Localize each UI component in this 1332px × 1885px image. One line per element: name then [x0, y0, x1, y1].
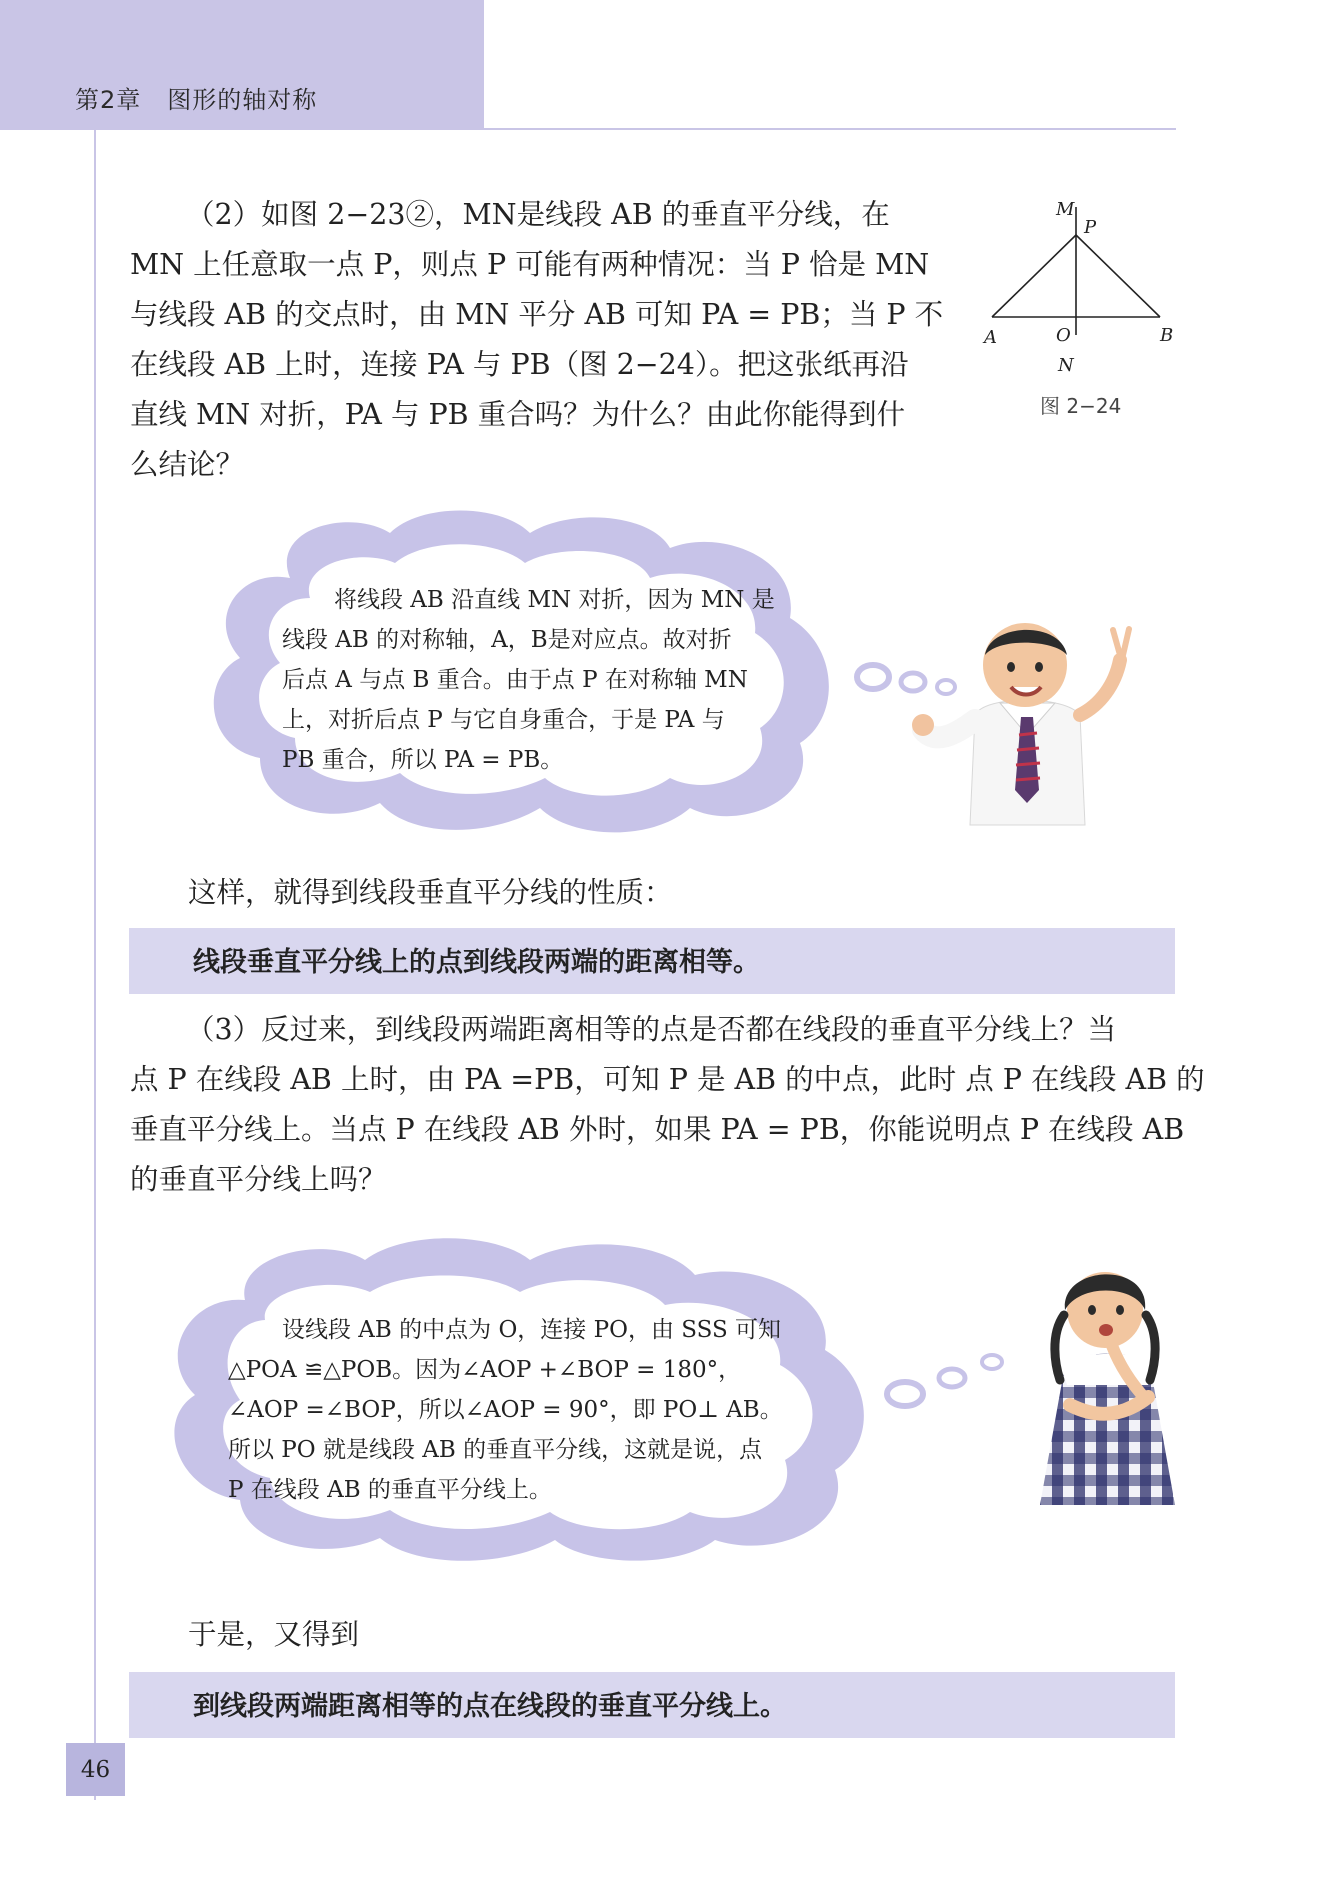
label-o: O — [1056, 325, 1071, 346]
paragraph-line: （2）如图 2−23②，MN是线段 AB 的垂直平分线，在 — [186, 198, 890, 231]
thought-line: 上，对折后点 P 与它自身重合，于是 PA 与 — [282, 707, 725, 733]
label-a: A — [984, 327, 997, 348]
paragraph-3 — [130, 1005, 1205, 1205]
segment-pb — [1076, 235, 1160, 317]
label-m: M — [1056, 199, 1075, 220]
label-b: B — [1160, 325, 1174, 346]
lead-text-2: 于是，又得到 — [188, 1618, 360, 1651]
thought-line: 设线段 AB 的中点为 O，连接 PO，由 SSS 可知 — [282, 1317, 782, 1343]
thought-line: 所以 PO 就是线段 AB 的垂直平分线，这就是说，点 — [228, 1437, 763, 1463]
paragraph-line: 直线 MN 对折，PA 与 PB 重合吗？为什么？由此你能得到什 — [130, 398, 906, 431]
lead-text-1: 这样，就得到线段垂直平分线的性质： — [188, 876, 673, 909]
figure-2-24 — [980, 195, 1180, 376]
thought-line: 后点 A 与点 B 重合。由于点 P 在对称轴 MN — [282, 667, 748, 693]
paragraph-line: 么结论？ — [130, 448, 245, 481]
margin-rule — [94, 130, 96, 1800]
girl-illustration — [1030, 1255, 1180, 1510]
chapter-title: 图形的轴对称 — [167, 86, 318, 114]
segment-pa — [992, 235, 1076, 317]
thought-line: 线段 AB 的对称轴，A，B是对应点。故对折 — [282, 627, 732, 653]
figure-caption: 图 2−24 — [1040, 394, 1122, 418]
label-n: N — [1058, 355, 1074, 376]
property-1-text: 线段垂直平分线上的点到线段两端的距离相等。 — [193, 947, 760, 978]
thought-2-text — [228, 1310, 783, 1510]
page-number: 46 — [80, 1757, 111, 1783]
chapter-heading — [75, 80, 317, 115]
thought-line: P 在线段 AB 的垂直平分线上。 — [228, 1477, 552, 1503]
thought-line: △POA ≌△POB。因为∠AOP +∠BOP = 180°， — [228, 1357, 742, 1383]
paragraph-line: MN 上任意取一点 P，则点 P 可能有两种情况：当 P 恰是 MN — [130, 248, 930, 281]
thought-1-text — [282, 580, 775, 780]
thought-line: PB 重合，所以 PA = PB。 — [282, 747, 564, 773]
thought-line: ∠AOP =∠BOP，所以∠AOP = 90°，即 PO⊥ AB。 — [228, 1397, 783, 1423]
paragraph-line: 点 P 在线段 AB 上时，由 PA =PB，可知 P 是 AB 的中点，此时 点 P 在线段 AB 的 — [130, 1063, 1205, 1096]
paragraph-line: 垂直平分线上。当点 P 在线段 AB 外时，如果 PA = PB，你能说明点 P 在线段 AB — [130, 1113, 1185, 1146]
property-box-1 — [129, 928, 1175, 994]
property-box-2 — [129, 1672, 1175, 1738]
paragraph-line: 在线段 AB 上时，连接 PA 与 PB（图 2−24）。把这张纸再沿 — [130, 348, 909, 381]
header-rule — [484, 128, 1176, 130]
page-number-box — [66, 1743, 125, 1796]
property-2-text: 到线段两端距离相等的点在线段的垂直平分线上。 — [193, 1691, 787, 1722]
boy-illustration — [915, 615, 1145, 825]
thought-bubbles-2 — [880, 1340, 1020, 1410]
paragraph-line: （3）反过来，到线段两端距离相等的点是否都在线段的垂直平分线上？当 — [186, 1013, 1117, 1046]
paragraph-line: 与线段 AB 的交点时，由 MN 平分 AB 可知 PA = PB；当 P 不 — [130, 298, 944, 331]
chapter-number: 第2章 — [75, 86, 142, 114]
thought-line: 将线段 AB 沿直线 MN 对折，因为 MN 是 — [334, 587, 775, 613]
paragraph-2 — [130, 190, 944, 490]
label-p: P — [1084, 217, 1097, 238]
paragraph-line: 的垂直平分线上吗？ — [130, 1163, 387, 1196]
